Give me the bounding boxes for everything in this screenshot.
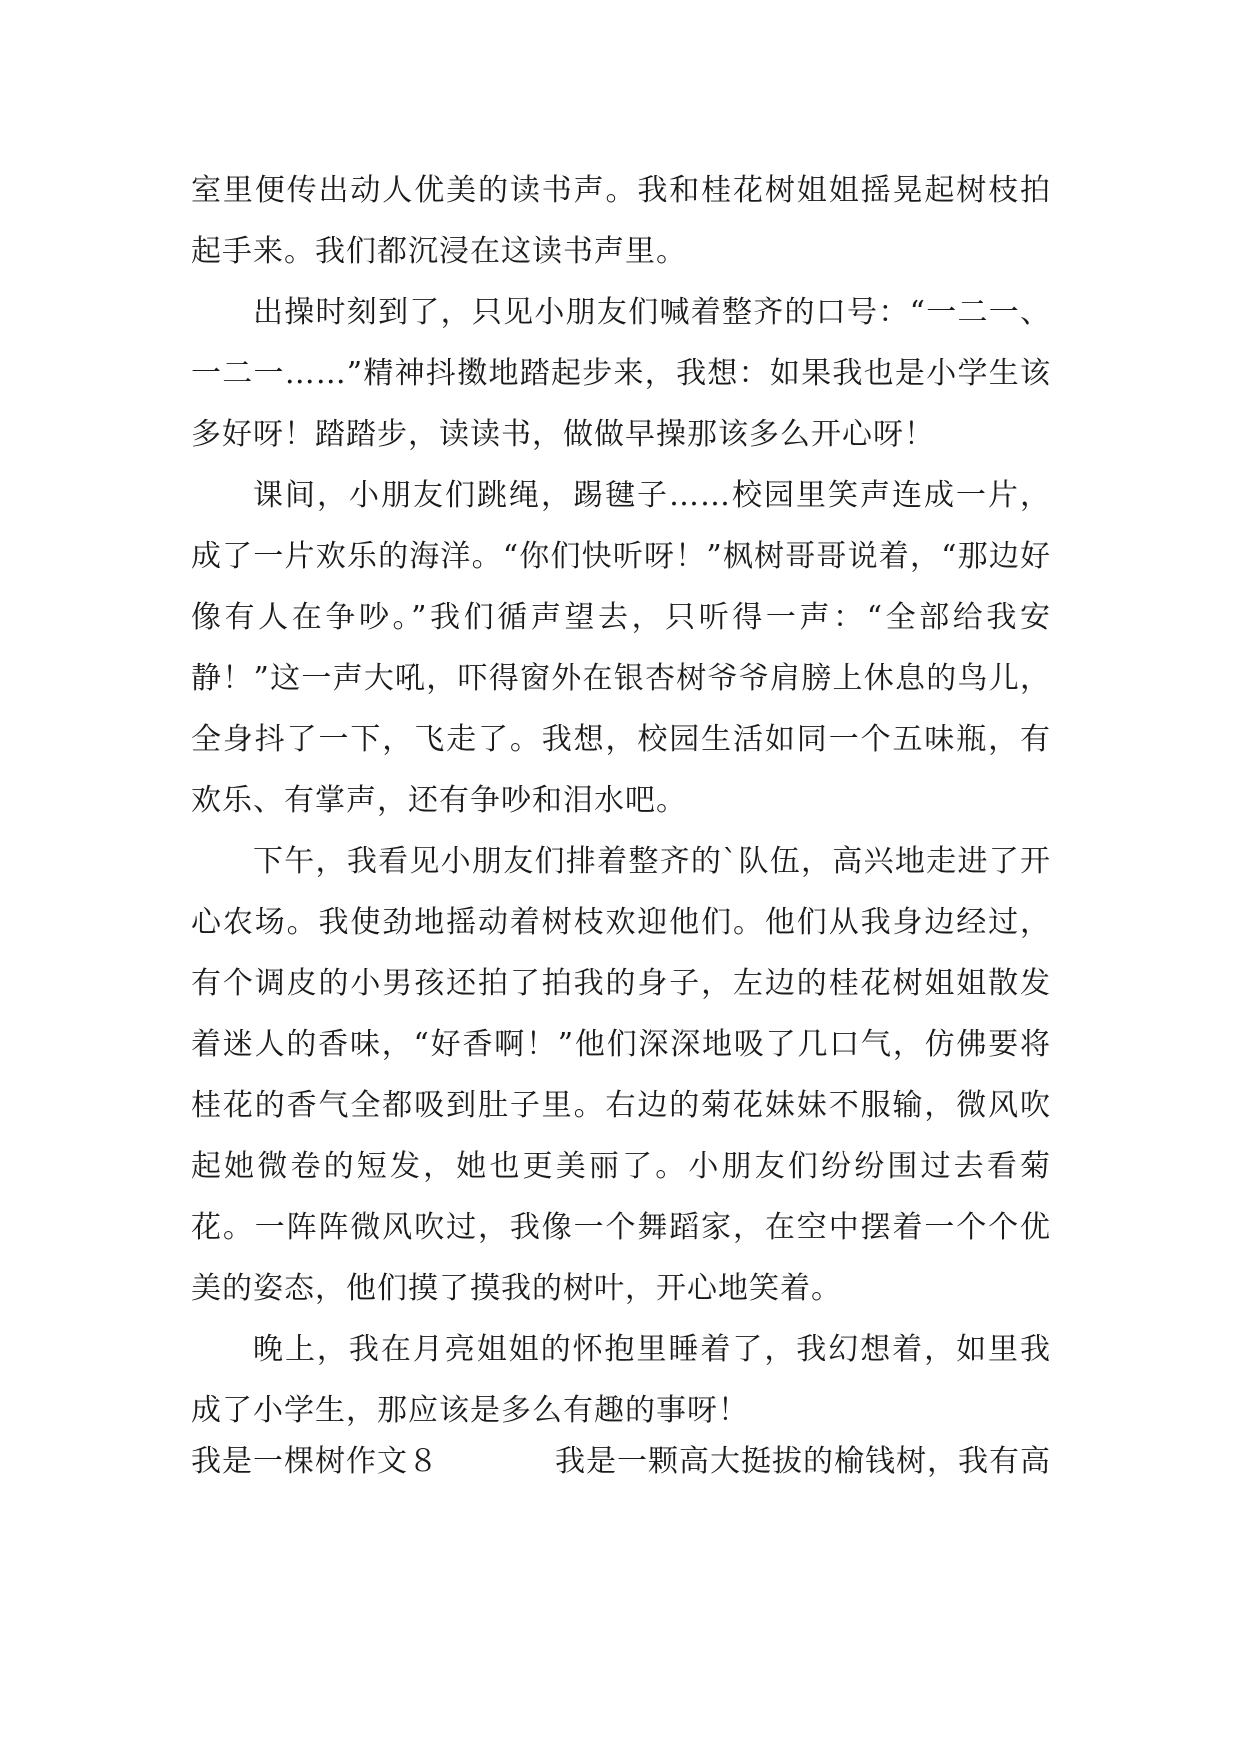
- paragraph-morning-exercise: 出操时刻到了，只见小朋友们喊着整齐的口号：“一二一、一二一……”精神抖擞地踏起步来，我想：如果我也是小学生该多好呀！踏踏步，读读书，做做早操那该多么开心呀！: [191, 295, 1051, 452]
- essay-body: [191, 160, 1051, 1441]
- paragraph-evening: 晚上，我在月亮姐姐的怀抱里睡着了，我幻想着，如里我成了小学生，那应该是多么有趣的事呀！: [191, 1332, 1051, 1428]
- paragraph-continuation: 室里便传出动人优美的读书声。我和桂花树姐姐摇晃起树枝拍起手来。我们都沉浸在这读书声里。: [191, 173, 1051, 269]
- paragraph-afternoon: 下午，我看见小朋友们排着整齐的`队伍，高兴地走进了开心农场。我使劲地摇动着树枝欢迎他们。他们从我身边经过，有个调皮的小男孩还拍了拍我的身子，左边的桂花树姐姐散发着迷人的香味，“好香啊！”他们深深地吸了几口气，仿佛要将桂花的香气全都吸到肚子里。右边的菊花妹妹不服输，微风吹起她微卷的短发，她也更美丽了。小朋友们纷纷围过去看菊花。一阵阵微风吹过，我像一个舞蹈家，在空中摆着一个个优美的姿态，他们摸了摸我的树叶，开心地笑着。: [191, 844, 1051, 1306]
- next-essay-line: [191, 1431, 1051, 1492]
- essay-title: 我是一棵树作文８: [191, 1444, 439, 1479]
- paragraph-recess: 课间，小朋友们跳绳，踢毽子……校园里笑声连成一片，成了一片欢乐的海洋。“你们快听呀！”枫树哥哥说着，“那边好像有人在争吵。”我们循声望去，只听得一声：“全部给我安静！”这一声大吼，吓得窗外在银杏树爷爷肩膀上休息的鸟儿，全身抖了一下，飞走了。我想，校园生活如同一个五味瓶，有欢乐、有掌声，还有争吵和泪水吧。: [191, 478, 1051, 818]
- essay-opening-text: 我是一颗高大挺拔的榆钱树，我有高: [555, 1444, 1051, 1479]
